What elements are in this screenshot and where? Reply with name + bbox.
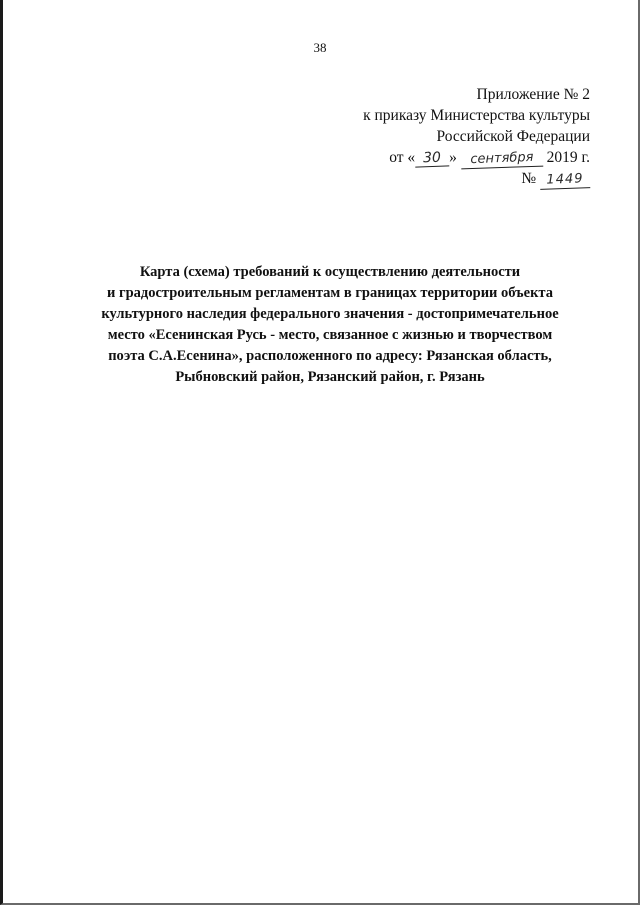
title-line-3: культурного наследия федерального значения - достопримечательное bbox=[101, 306, 559, 322]
title-line-5: поэта С.А.Есенина», расположенного по адресу: Рязанская область, bbox=[108, 348, 552, 364]
title-line-6: Рыбновский район, Рязанский район, г. Рязань bbox=[175, 369, 485, 385]
appendix-title: Приложение № 2 bbox=[476, 86, 590, 103]
appendix-federation: Российской Федерации bbox=[436, 128, 590, 145]
date-prefix: от « bbox=[389, 149, 416, 166]
title-line-4: место «Есенинская Русь - место, связанное с жизнью и творчеством bbox=[107, 327, 553, 343]
number-label: № bbox=[521, 170, 537, 187]
appendix-order-ref: к приказу Министерства культуры bbox=[363, 107, 590, 124]
appendix-date bbox=[290, 147, 590, 168]
handwritten-month: сентября bbox=[460, 150, 543, 170]
appendix-header bbox=[290, 84, 590, 189]
date-year: 2019 г. bbox=[546, 149, 590, 166]
page-number: 38 bbox=[313, 40, 327, 55]
document-title bbox=[70, 262, 590, 388]
title-line-1: Карта (схема) требований к осуществлению деятельности bbox=[139, 264, 521, 280]
handwritten-day: 30 bbox=[415, 149, 450, 167]
handwritten-number: 1449 bbox=[540, 171, 591, 190]
title-line-2: и градостроительным регламентам в границах территории объекта bbox=[107, 285, 553, 301]
date-quote-close: » bbox=[449, 149, 457, 166]
appendix-number bbox=[290, 168, 590, 189]
